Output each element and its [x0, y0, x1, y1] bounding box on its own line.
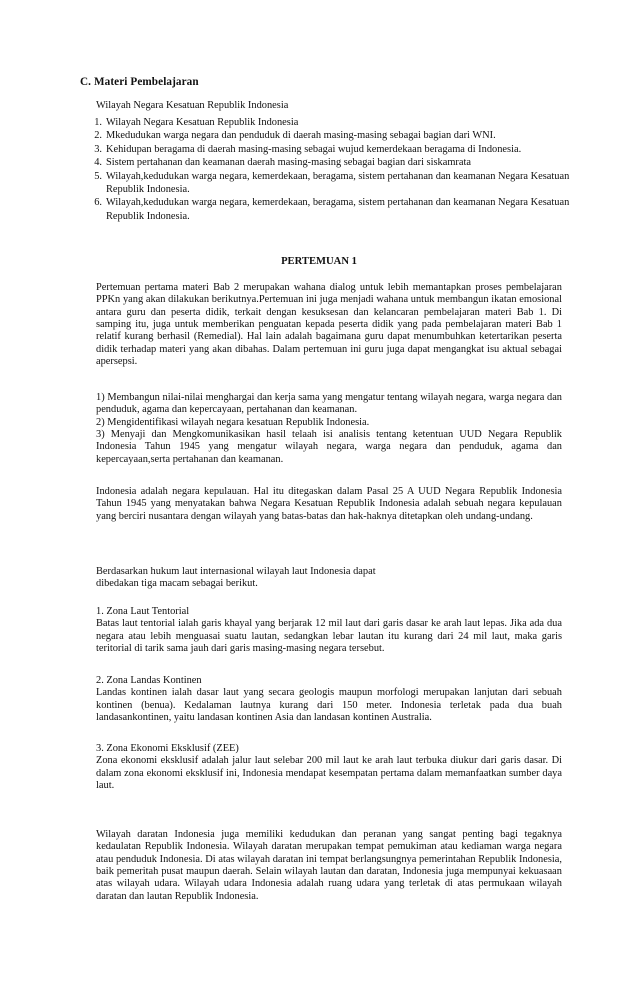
meeting-paragraph [96, 282, 562, 368]
objective-item: 3) Menyaji dan Mengkomunikasikan hasil telaah isi analisis tentang ketentuan UUD Negara Republik Indonesia Tahun 1945 yang mengatur wilayah negara, warga negara dan penduduk, agama dan kepercayaan,serta pertahanan dan keamanan. [96, 429, 562, 465]
archipelago-paragraph [96, 486, 562, 523]
paragraph-text: Indonesia adalah negara kepulauan. Hal itu ditegaskan dalam Pasal 25 A UUD Negara Republik Indonesia Tahun 1945 yang menyatakan bahwa Negara Kesatuan Republik Indonesia adalah sebuah negara kepulauan yang berciri nusantara dengan wilayah yang batas-batas dan hak-haknya ditetapkan oleh undang-undang. [96, 486, 562, 522]
list-item [80, 196, 570, 223]
objectives-block [96, 392, 562, 466]
list-item [80, 129, 570, 142]
zone-body: Zona ekonomi eksklusif adalah jalur laut selebar 200 mil laut ke arah laut terbuka diukur dari garis dasar. Di dalam zona ekonomi eksklusif ini, Indonesia mendapat kesempatan pertama dalam memanfaatkan sumber daya laut. [96, 755, 562, 792]
zone-territorial [96, 606, 562, 655]
objective-item: 2) Mengidentifikasi wilayah negara kesatuan Republik Indonesia. [96, 416, 370, 428]
list-item [80, 170, 570, 197]
list-item [80, 156, 570, 169]
intro-line: Wilayah Negara Kesatuan Republik Indonesia [96, 100, 289, 111]
meeting-title: PERTEMUAN 1 [281, 256, 357, 267]
zone-body: Landas kontinen ialah dasar laut yang secara geologis maupun morfologi merupakan lanjutan dari sebuah kontinen (benua). Kedalaman lautnya kurang dari 150 meter. Indonesia terletak pada dua buah landasankontinen, yaitu landasan kontinen Asia dan landasan kontinen Australia. [96, 687, 562, 724]
list-number: 5. [94, 170, 102, 182]
zone-title: 2. Zona Landas Kontinen [96, 675, 202, 686]
list-text: Wilayah,kedudukan warga negara, kemerdekaan, beragama, sistem pertahanan dan keamanan Negara Kesatuan Republik Indonesia. [106, 170, 570, 196]
paragraph-text: Wilayah daratan Indonesia juga memiliki kedudukan dan peranan yang sangat penting bagi tegaknya kedaulatan Republik Indonesia. Wilayah daratan merupakan tempat pemukiman atau kediaman warga negara atau penduduk Indonesia. Di atas wilayah daratan ini tempat berlangsungnya pemerintahan Republik Indonesia, baik pemeritah pusat maupun daerah. Selain wilayah lautan dan daratan, Indonesia juga mempunyai kekuasaan atas wilayah udara. Wilayah udara Indonesia adalah ruang udara yang terletak di atas permukaan wilayah daratan dan lautan Republik Indonesia. [96, 829, 562, 902]
objective-item: 1) Membangun nilai-nilai menghargai dan kerja sama yang mengatur tentang wilayah negara, warga negara dan penduduk, agama dan kepercayaan, pertahanan dan keamanan. [96, 392, 562, 416]
zone-title: 1. Zona Laut Tentorial [96, 606, 190, 617]
list-item [80, 143, 570, 156]
paragraph-line: Berdasarkan hukum laut internasional wilayah laut Indonesia dapat [96, 566, 376, 577]
outline-list [80, 116, 570, 223]
zone-title: 3. Zona Ekonomi Eksklusif (ZEE) [96, 743, 239, 754]
section-heading: C. Materi Pembelajaran [80, 76, 199, 88]
list-number: 6. [94, 197, 102, 209]
list-item [80, 116, 570, 129]
zone-continental [96, 675, 562, 724]
sea-law-paragraph [96, 566, 562, 591]
list-number: 4. [94, 157, 102, 169]
list-text: Mkedudukan warga negara dan penduduk di daerah masing-masing sebagai bagian dari WNI. [106, 130, 496, 142]
list-text: Wilayah,kedudukan warga negara, kemerdekaan, beragama, sistem pertahanan dan keamanan Negara Kesatuan Republik Indonesia. [106, 197, 570, 222]
list-number: 1. [94, 117, 102, 128]
list-number: 2. [94, 130, 102, 142]
zone-body: Batas laut tentorial ialah garis khayal yang berjarak 12 mil laut dari garis dasar ke arah laut lepas. Jika ada dua negara atau lebih menguasai suatu lautan, sedangkan lebar lautan itu kurang dari 24 mil laut, maka garis teritorial di tarik sama jauh dari garis masing-masing negara tersebut. [96, 618, 562, 655]
paragraph-text: Pertemuan pertama materi Bab 2 merupakan wahana dialog untuk lebih memantapkan proses pembelajaran PPKn yang akan dilakukan berikutnya.Pertemuan ini juga menjadi wahana untuk membangun ikatan emosional antara guru dan peserta didik, terkait dengan kesuksesan dan kelancaran pembelajaran materi Bab 1. Di samping itu, juga untuk memberikan penguatan kepada peserta didik yang pada pembelajaran materi Bab 1 relatif kurang berhasil (Remedial). Hal lain adalah bagaimana guru dapat menumbuhkan ketertarikan peserta didik terhadap materi yang akan dibahas. Dalam pertemuan ini guru juga dapat mengangkat isu aktual sebagai apersepsi. [96, 282, 562, 368]
paragraph-line: dibedakan tiga macam sebagai berikut. [96, 578, 258, 590]
list-number: 3. [94, 143, 102, 155]
land-paragraph [96, 829, 562, 903]
list-text: Sistem pertahanan dan keamanan daerah masing-masing sebagai bagian dari siskamrata [106, 157, 471, 169]
list-text: Wilayah Negara Kesatuan Republik Indonesia [106, 117, 299, 128]
list-text: Kehidupan beragama di daerah masing-masing sebagai wujud kemerdekaan beragama di Indonesia. [106, 143, 522, 155]
zone-eez [96, 743, 562, 792]
